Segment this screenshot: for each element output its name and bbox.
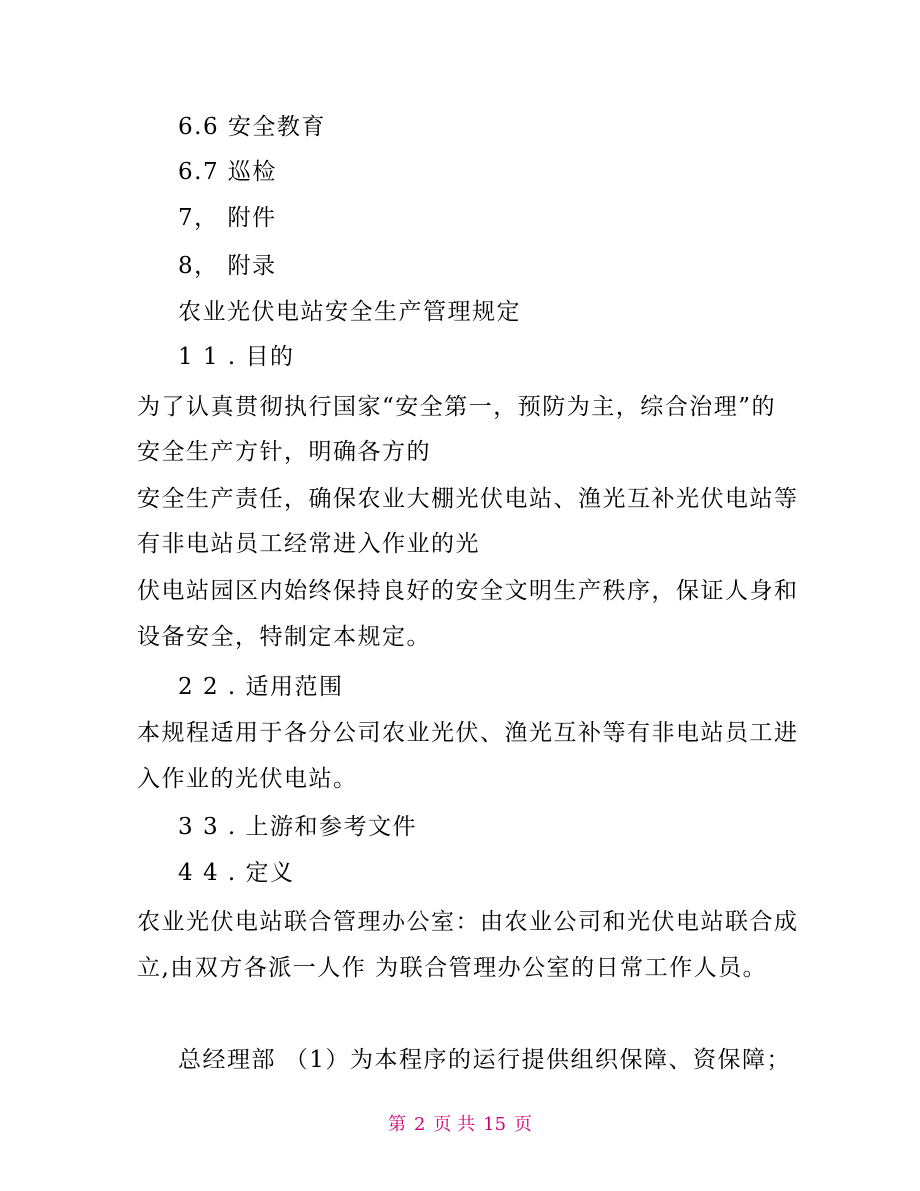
footer-middle: 页 共	[433, 1114, 476, 1135]
toc-item-7: 7， 附件	[178, 205, 277, 231]
page-footer	[0, 1112, 920, 1138]
footer-prefix: 第	[387, 1114, 406, 1135]
section-5-line: 总经理部 （1）为本程序的运行提供组织保障、资保障；	[178, 1047, 791, 1073]
document-title: 农业光伏电站安全生产管理规定	[178, 299, 521, 325]
footer-suffix: 页	[514, 1114, 533, 1135]
footer-total-pages: 15	[483, 1114, 507, 1135]
section-2-line: 入作业的光伏电站。	[137, 766, 358, 792]
section-1-line: 伏电站园区内始终保持良好的安全文明生产秩序，保证人身和	[137, 578, 799, 604]
toc-item-6-6: 6.6 安全教育	[178, 114, 326, 140]
section-3-heading: 3 3 . 上游和参考文件	[178, 814, 418, 840]
section-2-line: 本规程适用于各分公司农业光伏、渔光互补等有非电站员工进	[137, 720, 799, 746]
section-1-line: 安全生产方针，明确各方的	[137, 439, 431, 465]
section-4-heading: 4 4 . 定义	[178, 860, 295, 886]
section-1-line: 为了认真贯彻执行国家“安全第一，预防为主，综合治理”的	[137, 394, 777, 420]
section-4-line: 立,由双方各派一人作 为联合管理办公室的日常工作人员。	[137, 955, 768, 981]
section-1-line: 安全生产责任，确保农业大棚光伏电站、渔光互补光伏电站等	[137, 486, 799, 512]
section-1-heading: 1 1 . 目的	[178, 344, 295, 370]
toc-item-6-7: 6.7 巡检	[178, 159, 277, 185]
section-4-line: 农业光伏电站联合管理办公室：由农业公司和光伏电站联合成	[137, 909, 799, 935]
toc-item-8: 8， 附录	[178, 253, 277, 279]
section-2-heading: 2 2 . 适用范围	[178, 674, 344, 700]
footer-page-number: 2	[413, 1114, 426, 1135]
section-1-line: 设备安全，特制定本规定。	[137, 624, 431, 650]
section-1-line: 有非电站员工经常进入作业的光	[137, 531, 480, 557]
